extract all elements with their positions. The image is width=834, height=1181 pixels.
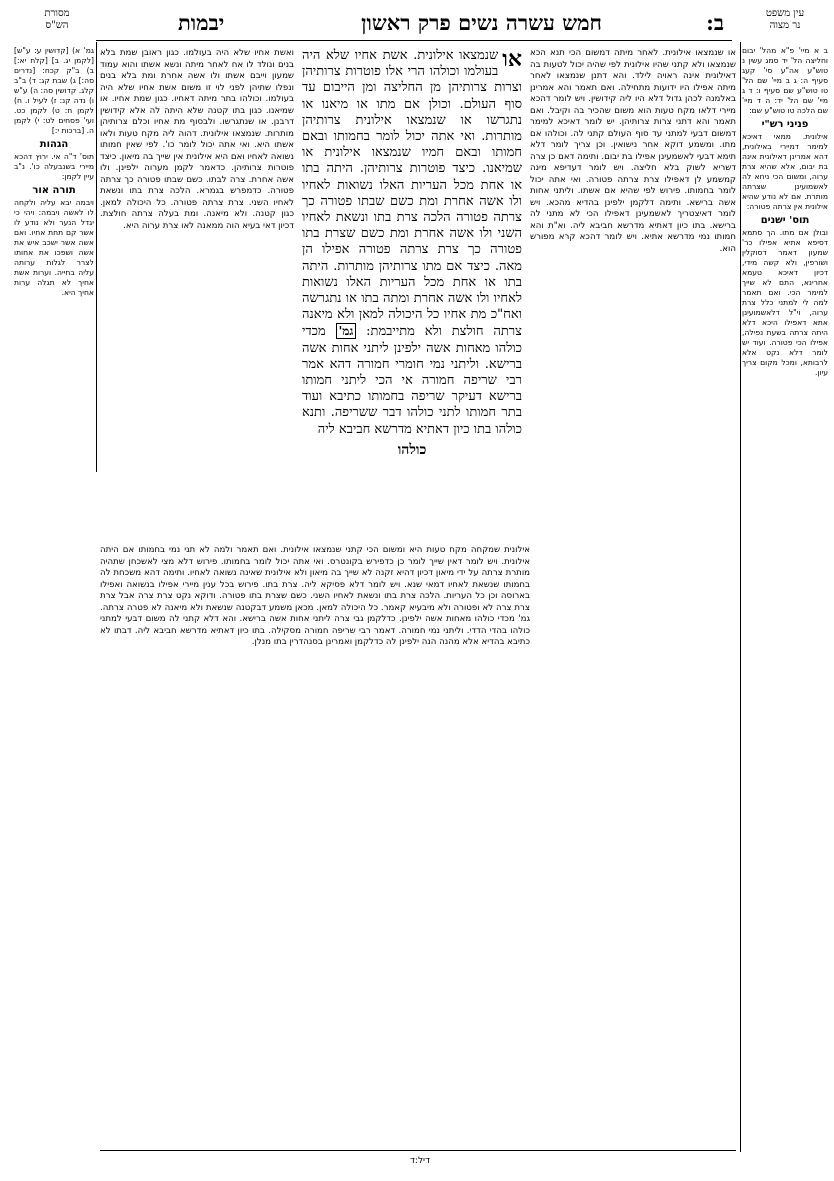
bottom-commentary-text: אילונית שמקחה מקח טעות היא ומשום הכי קתני שנמצאו אילונית. ואם תאמר ולמה לא תני נמי בחמותו אם היתה אילונית. ויש לומר דאין שייך לומר כן כדפירש בקונטרס. ואי אתה יכול לומר בחמותו. פירוש דלא מצי לאשכחן שתהיה מותרת צרתה על ידי מיאון דכיון דהיא זקנה לא שייך בה מיאון ולא אילונית שאינה נשואה לאחיו. ותימה דהא משכחת לה בחמותו שנשאת לאחיו דמאי שנא. ויש לומר דלא פסיקא ליה. צרת בתו. פירוש בכל ענין מיירי אפילו בנשואה ואפילו בארוסה וכן כל העריות. הלכה צרת בתו ונשאת לאחיו השני. כשם שצרת בתו פטורה. ודוקא נקט צרת צרה אבל צרת צרת צרה לא ופטורה ולא מיבעיא קאמר. כל היכולה למאן. מכאן משמע דבקטנה שנשאת ולא מיאנה לא פטרה צרתה. גמ' מכדי כולהו מאחות אשה ילפינן. כדלקמן גבי צרה ליתני אחות אשה ברישא. והא דלא קתני לה משום דבעי למתני כולהו בהדי הדדי. וליתני נמי חמורה. דאמר רבי שריפה חמורה מסקילה. בתו כיון דאתיא מדרשא חביבא ליה. דבתו לא כתיבא בהדיא אלא מהנה הנה ילפינן לה כדלקמן ואמרינן בסנהדרין בתו מנלן. [100,545,530,647]
left-margin-divider [96,42,97,472]
gemara-end-word: כולהו [397,441,427,458]
tosafot-column [530,48,736,578]
pninei-rashi-title: פניני רש"י [761,119,809,130]
rashi-text: ואשת אחיו שלא היה בעולמו. כגון ראובן שמת בלא בנים ונולד לו אח לאחר מיתה ונשא אשתו והוא עמוד שמעון וייבם אשתו ולו אשה אחרת ומת בלא בנים ונפלו שתיהן לפני לוי זו משום אשת אחיו שלא היה בעולמו. וכולהו בתר מיתה דאחיו. כגון שמת אחיו. או שמיאנו. כגון בתו קטנה שלא היתה לה אלא קידושין דרבנן. או שנתגרשו. ולבסוף מת אחיו וכלם צרותיהן מותרות. שנמצאו אילונית. דהוה ליה מקח טעות ולאו אשתו היא. ואי אתה יכול לומר כו'. לפי שאין חמותו נשואה לאחיו ואם היא אילונית אין שייך בה מיאון. כיצד פוטרות צרותיהן. כדאמר לקמן מערוה ילפינן. ולו אשה אחרת. צרה לבתו. כשם שבתו פטורה כך צרתה פטורה. כדמפרש בגמרא. הלכה צרת בתו ונשאת לאחיו השני. צרת צרתה פטורה. כל היכולה למאן. כגון קטנה. ולא מיאנה. ומת בעלה צרתה חולצת. דכיון דאי בעיא הוה ממאנה לאו צרת ערוה היא. [100,48,294,231]
hagahot-text: תוס' ד"ה אי. ירוץ דהכא מיירי בשנבעלה כו'. נ"ב עיין לקמן: [14,152,94,181]
rashi-column [100,48,294,528]
right-margin-column [742,46,828,1146]
masoret-text: גמ' א) [קדושין ע: ע"ש] [לקמן יג. ב] [קלח יא:] ב) ב"ק קכח: [נדרים סה:] ג) שבת קג: ד) ב"ב קלג. קדושין סה: ה) ע"ש ו) נדה קנ: ז) לעיל ו. ח) לקמן ח: ט) לקמן כט. ועי' פסחים לט: י) לקמן ה. [ברכות י:] [14,46,94,135]
page-header [0,8,834,42]
opening-word: או [502,48,522,72]
hagahot-title: הגהות [39,139,69,150]
footer-signature: דיל:ד [410,1156,430,1166]
tosafot-yeshanim-title: תוס' ישנים [760,215,810,226]
footer-rule [100,1150,736,1151]
gemara-marker: גמ' [336,323,357,339]
left-margin-column [14,46,94,466]
tosafot-yeshanim-text: ובולן אם מתו. הך סתמא דסיפא אתיא אפילו כר' שמעון דאמר דסוקלין ושורפין, ולא קשה מידי, דכיון דאיכא טעמא אחרינא, התם לא שייך למימר הכי. ואם תאמר למה לי למתני כלל צרת ערוה, וי"ל דלאשמועינן אתא דאפילו היכא דלא היתה צרתה בשעת נפילה, אפילו הכי פטורה. ועוד יש לומר דלא נקט אלא לרבותא, ומכל מקום צריך עיון. [742,228,828,377]
gemara-text-2: מכדי כולהו מאחות אשה ילפינן ליתני אחות אשה ברישא. וליתני נמי חומרי חמורה דהא אמר רבי שריפה חמורה אי הכי ליתני חמותו ברישא דעיקר שריפה בחמותו כתיבא ועוד בתר חמותו לתני כולהו דבר ששריפה. ותנא כולהו בתו כיון דאתיא מדרשא חביבא ליה [302,324,522,437]
bottom-commentary [100,545,530,1145]
page-number: ב: [706,10,724,35]
chapter-title: חמש עשרה נשים פרק ראשון [361,10,602,35]
torah-or-text: ויבמה יבא עליה ולקחה לו לאשה ויבמה: ויהי כי יגדל הנער ולא נודע לו אשר קם תחת אחיו. ואם אשה אשר ישכב איש את אשה ושפכו את אחותו לצרר לגלות ערותה עליה בחייה. וערות אשת אחיך לא תגלה ערות אחיך היא. [14,198,94,297]
masoret-heading: מסורת הש"ס [44,8,70,31]
tractate-title: יבמות [178,10,225,35]
gemara-column [302,48,522,538]
ein-mishpat-heading: עין משפט נר מצוה [765,8,805,31]
torah-or-title: תורה אור [32,185,76,196]
right-margin-divider [740,42,741,1152]
ein-mishpat-text: ב א מיי' פ"א מהל' יבום וחליצה הל' יד סמג עשין נ טוש"ע אה"ע סי' קעג סעיף ה: ג ב מיי' שם הל' טו טוש"ע שם סעיף ו: ד ג מיי' שם הל' יד: ה ד מיי' שם הלכה טו טוש"ע שם: [742,46,828,115]
tosafot-text: או שנמצאו אילונית. לאחר מיתה דמשום הכי תנא הכא שנמצאו ולא קתני שהיו אילונית לפי שהיה יכול לטעות בה דאילונית אינה ראויה לילד. והא דתנן שנמצאו לאחר מיתה אפילו היו ידועות מתחילה. ואם תאמר והא אמרינן באלמנה לכהן גדול דלא היו ליה קידושין. ויש לומר דהכא מיירי דלאו מקח טעות הוא משום שהכיר בה וקיבל. ואם תאמר והא דתני צרות צרותיהן. יש לומר דאיכא למימר דמשום דבעי למתני עד סוף העולם קתני לה. וכולהו אם מתו. ומשמע דוקא אחר נישואין. וכן צריך לומר דלא תימא דבעי לאשמעינן אפילו בת יבום. ותימה דאם כן צרה דשריא לשוק בלא חליצה. ויש לומר דעדיפא מינה קמשמע לן דאפילו צרת צרתה פטורה. ואי אתה יכול לומר בחמותו. פירוש לפי שהיא אם אשתו. וליתני אחות אשה ברישא. ותימה דלקמן ילפינן בהדיא מהכא. ויש לומר דאיצטריך לאשמעינן דאפילו הכי לא מתני לה ברישא. בתו כיון דאתיא מדרשא חביבא ליה. וא"ת והא חמותו נמי מדרשא אתיא. ויש לומר דהכא קרא מפורש הוא. [530,48,736,254]
pninei-rashi-text: אילונית. ממאי דאיכא למימר דמיירי באילונית, דהא אמרינן דאילונית אינה בת יבום, אלא שהיא צרת ערוה, ומשום הכי ניחא לה לאשמועינן שצרתה מותרת. אם לא נודע שהיא אילונית אין צרתה פטורה: [742,132,828,211]
gemara-text-1: שנמצאו אילונית. אשת אחיו שלא היה בעולמו וכולהו הרי אלו פוטרות צרותיהן וצרות צרותיהן מן החליצה ומן הייבום עד סוף העולם. וכולן אם מתו או מיאנו או נתגרשו או שנמצאו אילונית צרותיהן מותרות. ואי אתה יכול לומר בחמותו ובאם חמותו ובאם חמיו שנמצאו אילונית או שמיאנו. כיצד פוטרות צרותיהן. היתה בתו או אחת מכל העריות האלו נשואות לאחיו ולו אשה אחרת ומת כשם שבתו פטורה כך צרתה פטורה הלכה צרת בתו ונשאת לאחיו השני ולו אשה אחרת ומת כשם שצרת בתו פטורה כך צרת צרתה פטורה אפילו הן מאה. כיצד אם מתו צרותיהן מותרות. היתה בתו או אחת מכל העריות האלו נשואות לאחיו ולו אשה אחרת ומתה בתו או נתגרשה ואח"כ מת אחיו כל היכולה למאן ולא מיאנה צרתה חולצת ולא מתייבמת: [302,48,522,340]
header-rule [96,40,732,41]
